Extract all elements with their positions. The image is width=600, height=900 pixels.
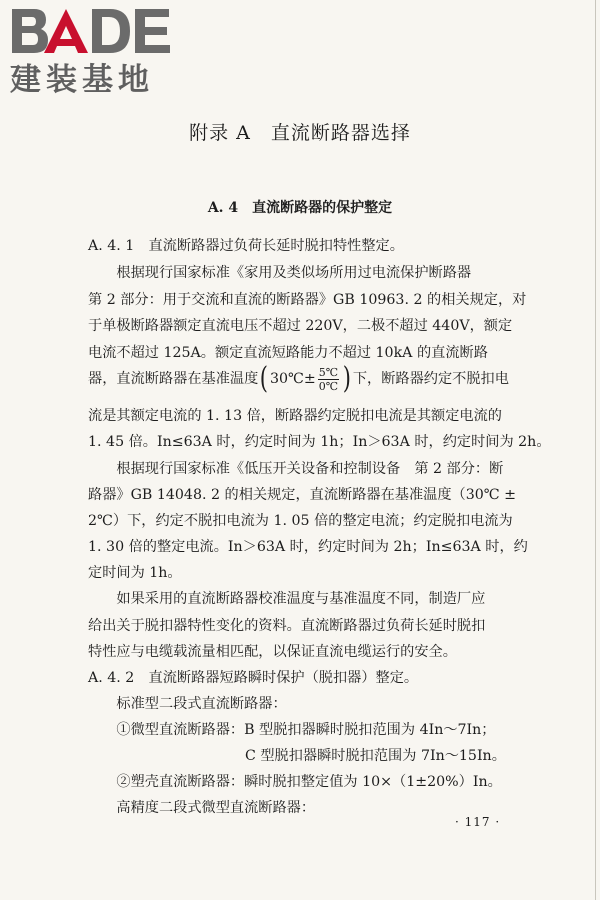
section-heading: A. 4 直流断路器的保护整定 xyxy=(207,200,393,216)
paragraph-line: 流是其额定电流的 1. 13 倍，断路器约定脱扣电流是其额定电流的 xyxy=(88,408,502,424)
page-number: · 117 · xyxy=(455,815,501,829)
paragraph-line: 2℃）下，约定不脱扣电流为 1. 05 倍的整定电流；约定脱扣电流为 xyxy=(88,513,513,529)
paragraph-line: 标准型二段式直流断路器： xyxy=(88,696,287,712)
paragraph-line: 高精度二段式微型直流断路器： xyxy=(88,800,316,816)
paragraph-line: 给出关于脱扣器特性变化的资料。直流断路器过负荷长延时脱扣 xyxy=(88,618,486,634)
paragraph-line: 根据现行国家标准《家用及类似场所用过电流保护断路器 xyxy=(88,265,472,281)
paragraph-line: ①微型直流断路器：B 型脱扣器瞬时脱扣范围为 4In～7In； xyxy=(88,722,496,738)
paragraph-line: 特性应与电缆载流量相匹配，以保证直流电缆运行的安全。 xyxy=(88,644,457,660)
paragraph-line: 如果采用的直流断路器校准温度与基准温度不同，制造厂应 xyxy=(88,591,486,607)
bade-logo-tagline: 建装基地 xyxy=(10,62,154,98)
paragraph-line: 于单极断路器额定直流电压不超过 220V，二极不超过 440V，额定 xyxy=(88,318,513,334)
paragraph-line: 路器》GB 14048. 2 的相关规定，直流断路器在基准温度（30℃ ± xyxy=(88,487,517,503)
paragraph-line: 第 2 部分：用于交流和直流的断路器》GB 10963. 2 的相关规定，对 xyxy=(88,292,527,308)
bade-logo xyxy=(10,6,180,98)
paragraph-line: 根据现行国家标准《低压开关设备和控制设备 第 2 部分：断 xyxy=(88,461,504,477)
bade-logo-wordmark xyxy=(10,6,178,56)
tolerance-fraction xyxy=(318,366,339,393)
paragraph-line: C 型脱扣器瞬时脱扣范围为 7In～15In。 xyxy=(245,748,506,764)
temperature-fraction-line xyxy=(88,361,509,396)
paragraph-line: 定时间为 1h。 xyxy=(88,565,182,581)
clause-a42-heading: A. 4. 2 直流断路器短路瞬时保护（脱扣器）整定。 xyxy=(88,670,419,686)
frac-base: 30℃± xyxy=(269,371,316,387)
left-paren: ( xyxy=(260,361,269,396)
paragraph-line: 1. 45 倍。In≤63A 时，约定时间为 1h；In＞63A 时，约定时间为 2h。 xyxy=(88,434,551,450)
page-title: 附录 A 直流断路器选择 xyxy=(189,122,411,144)
frac-line-before: 器，直流断路器在基准温度 xyxy=(88,371,259,387)
paragraph-line: ②塑壳直流断路器：瞬时脱扣整定值为 10×（1±20%）In。 xyxy=(88,774,502,790)
paragraph-line: 电流不超过 125A。额定直流短路能力不超过 10kA 的直流断路 xyxy=(88,345,488,361)
clause-a41-heading: A. 4. 1 直流断路器过负荷长延时脱扣特性整定。 xyxy=(88,238,404,254)
fraction-numerator: 5℃ xyxy=(318,365,339,379)
page-edge-divider xyxy=(595,0,596,900)
paragraph-line: 1. 30 倍的整定电流。In＞63A 时，约定时间为 2h；In≤63A 时，约 xyxy=(88,539,528,555)
fraction-denominator: 0℃ xyxy=(318,379,339,393)
right-paren: ) xyxy=(342,361,352,396)
frac-line-after: 下，断路器约定不脱扣电 xyxy=(352,371,509,387)
